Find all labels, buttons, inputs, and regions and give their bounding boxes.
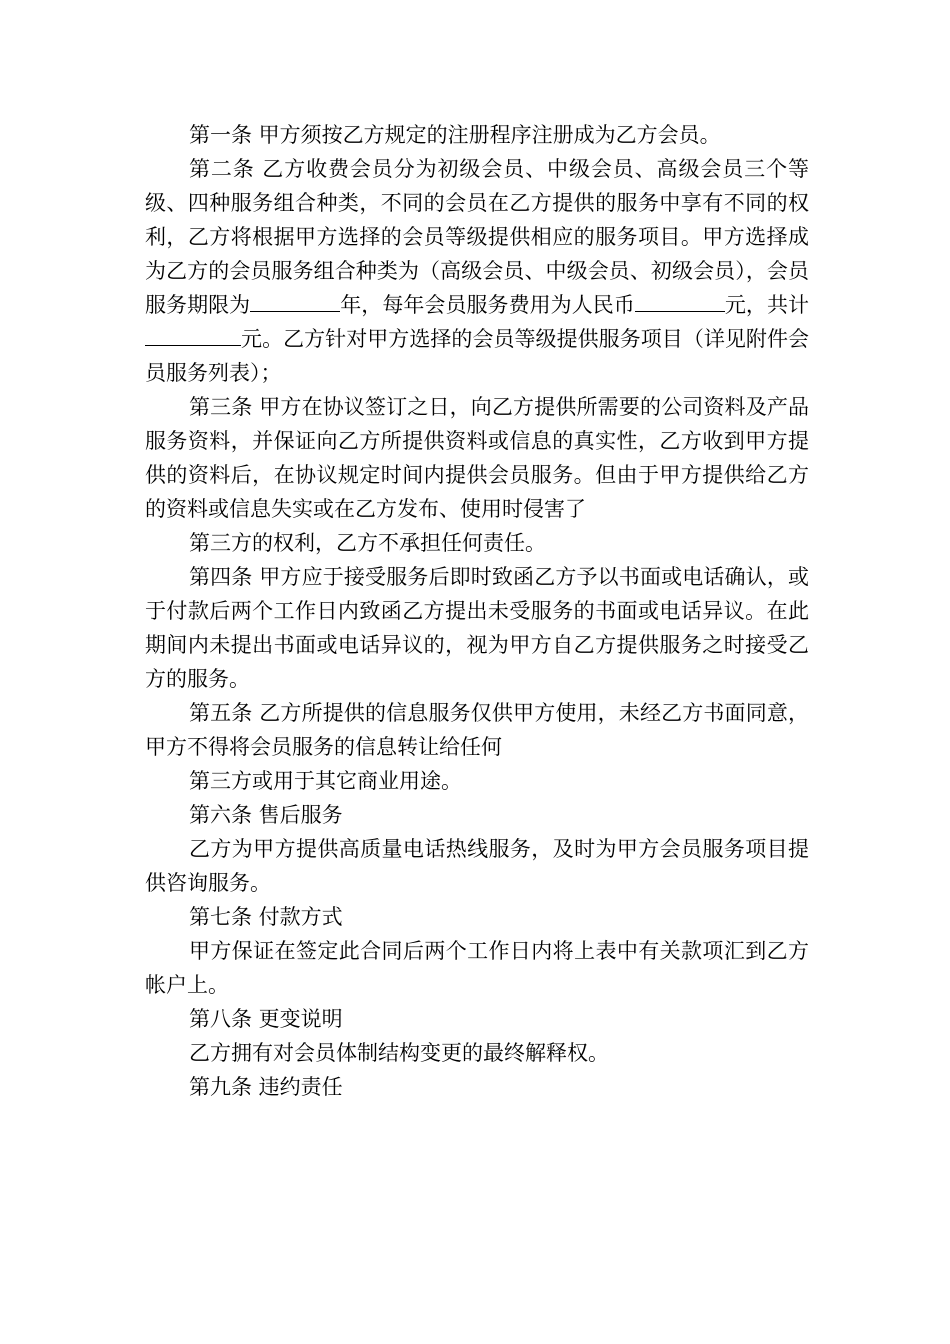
article-5: 第五条 乙方所提供的信息服务仅供甲方使用，未经乙方书面同意，甲方不得将会员服务的信息转让给任何 [145, 701, 809, 759]
annual-fee-blank [635, 291, 725, 312]
article-9-heading: 第九条 违约责任 [189, 1075, 343, 1099]
article-2 [145, 152, 809, 390]
article-6-body: 乙方为甲方提供高质量电话热线服务，及时为甲方会员服务项目提供咨询服务。 [145, 837, 809, 895]
article-8-heading: 第八条 更变说明 [189, 1007, 343, 1031]
article-7-body: 甲方保证在签定此合同后两个工作日内将上表中有关款项汇到乙方帐户上。 [145, 939, 809, 997]
article-2-text-b: 年，每年会员服务费用为人民币 [340, 293, 635, 317]
article-7-heading: 第七条 付款方式 [189, 905, 343, 929]
article-5-continued: 第三方或用于其它商业用途。 [189, 769, 462, 793]
article-2-text-a: 第二条 乙方收费会员分为初级会员、中级会员、高级会员三个等级、四种服务组合种类，不同的会员在乙方提供的服务中享有不同的权利，乙方将根据甲方选择的会员等级提供相应的服务项目。甲方选择成为乙方的会员服务组合种类为（高级会员、中级会员、初级会员），会员服务期限为 [145, 157, 809, 317]
article-4: 第四条 甲方应于接受服务后即时致函乙方予以书面或电话确认，或于付款后两个工作日内致函乙方提出未受服务的书面或电话异议。在此期间内未提出书面或电话异议的，视为甲方自乙方提供服务之时接受乙方的服务。 [145, 565, 809, 691]
document-page [145, 118, 809, 1104]
article-1: 第一条 甲方须按乙方规定的注册程序注册成为乙方会员。 [189, 123, 721, 147]
article-6-heading: 第六条 售后服务 [189, 803, 343, 827]
article-3-continued: 第三方的权利，乙方不承担任何责任。 [189, 531, 546, 555]
article-2-text-d: 元。乙方针对甲方选择的会员等级提供服务项目（详见附件会员服务列表）； [145, 327, 809, 385]
article-3: 第三条 甲方在协议签订之日，向乙方提供所需要的公司资料及产品服务资料，并保证向乙方所提供资料或信息的真实性，乙方收到甲方提供的资料后，在协议规定时间内提供会员服务。但由于甲方提供给乙方的资料或信息失实或在乙方发布、使用时侵害了 [145, 395, 809, 521]
total-fee-blank [145, 325, 241, 346]
article-8-body: 乙方拥有对会员体制结构变更的最终解释权。 [189, 1041, 609, 1065]
article-2-text-c: 元，共计 [724, 293, 810, 317]
service-term-blank [250, 291, 340, 312]
